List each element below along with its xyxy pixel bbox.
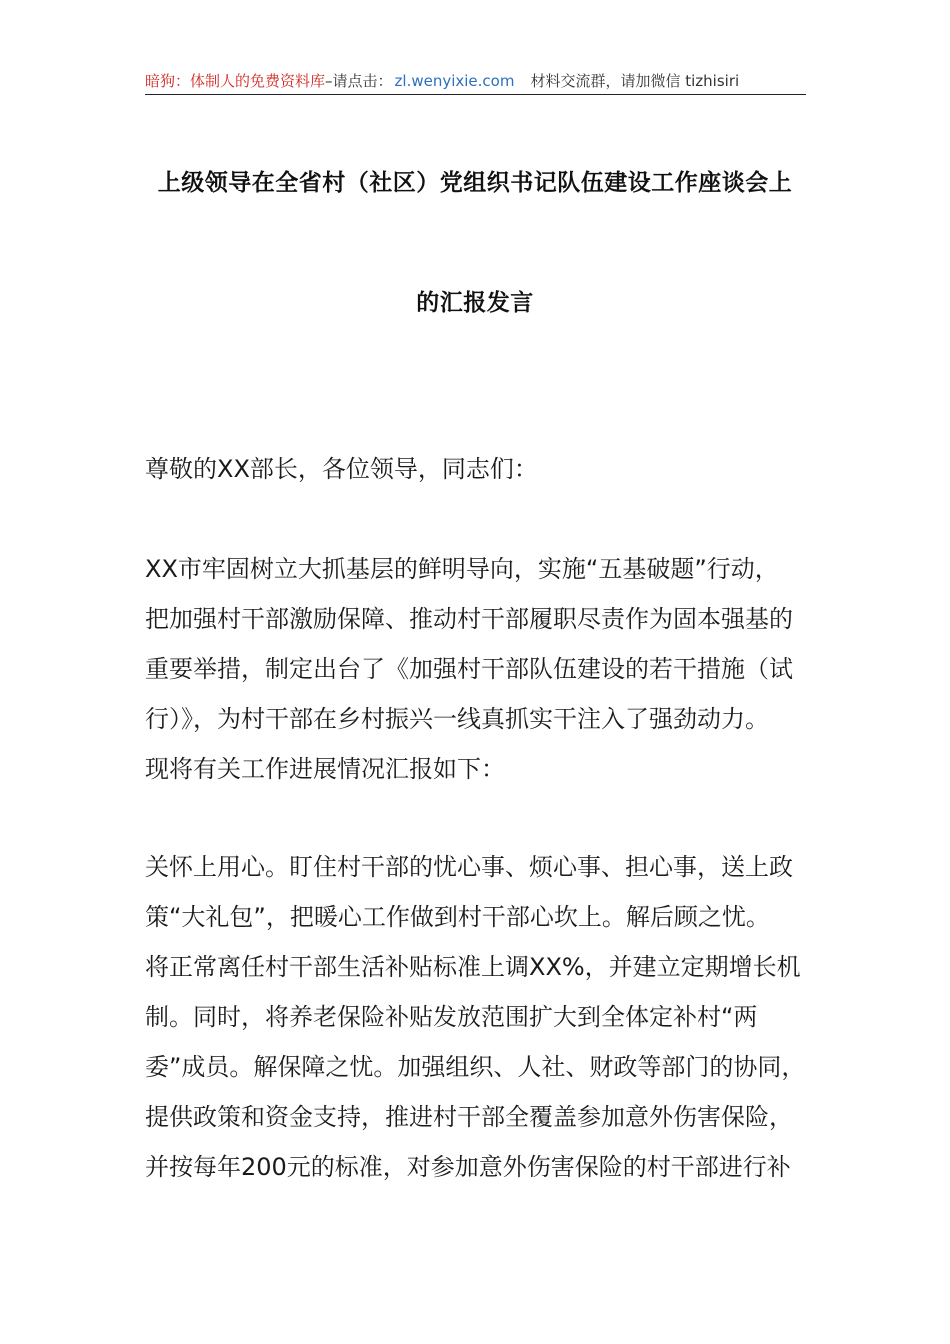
paragraph-line: 委”成员。解保障之忧。加强组织、人社、财政等部门的协同， — [145, 1053, 806, 1081]
paragraph-line: 行）》，为村干部在乡村振兴一线真抓实干注入了强劲动力。 — [145, 705, 769, 733]
paragraph-line: 策“大礼包”，把暖心工作做到村干部心坎上。解后顾之忧。 — [145, 903, 770, 931]
paragraph-1 — [145, 544, 810, 794]
paragraph-line: 把加强村干部激励保障、推动村干部履职尽责作为固本强基的 — [145, 605, 793, 633]
paragraph-line: 制。同时，将养老保险补贴发放范围扩大到全体定补村“两 — [145, 1003, 758, 1031]
document-title-line-1: 上级领导在全省村（社区）党组织书记队伍建设工作座谈会上 — [157, 170, 793, 196]
paragraph-line: 重要举措，制定出台了《加强村干部队伍建设的若干措施（试 — [145, 655, 793, 683]
paragraph-line: 并按每年200元的标准，对参加意外伤害保险的村干部进行补 — [145, 1153, 791, 1181]
paragraph-2 — [145, 842, 810, 1192]
paragraph-line: 将正常离任村干部生活补贴标准上调XX%，并建立定期增长机 — [145, 953, 801, 981]
greeting-text: 尊敬的XX部长，各位领导，同志们： — [145, 455, 538, 483]
paragraph-line: XX市牢固树立大抓基层的鲜明导向，实施“五基破题”行动， — [145, 555, 779, 583]
header-brand: 暗狗：体制人的免费资料库 — [145, 72, 326, 90]
greeting — [145, 444, 810, 494]
paragraph-line: 现将有关工作进展情况汇报如下： — [145, 755, 505, 783]
header-group-info: 材料交流群，请加微信 tizhisiri — [530, 72, 740, 90]
page-header — [145, 68, 806, 95]
document-title-line-2: 的汇报发言 — [416, 290, 534, 316]
header-url-link[interactable]: zl.wenyixie.com — [394, 72, 515, 90]
paragraph-line: 提供政策和资金支持，推进村干部全覆盖参加意外伤害保险， — [145, 1103, 793, 1131]
header-click-prefix: –请点击： — [325, 72, 393, 90]
paragraph-line: 关怀上用心。盯住村干部的忧心事、烦心事、担心事，送上政 — [145, 853, 793, 881]
